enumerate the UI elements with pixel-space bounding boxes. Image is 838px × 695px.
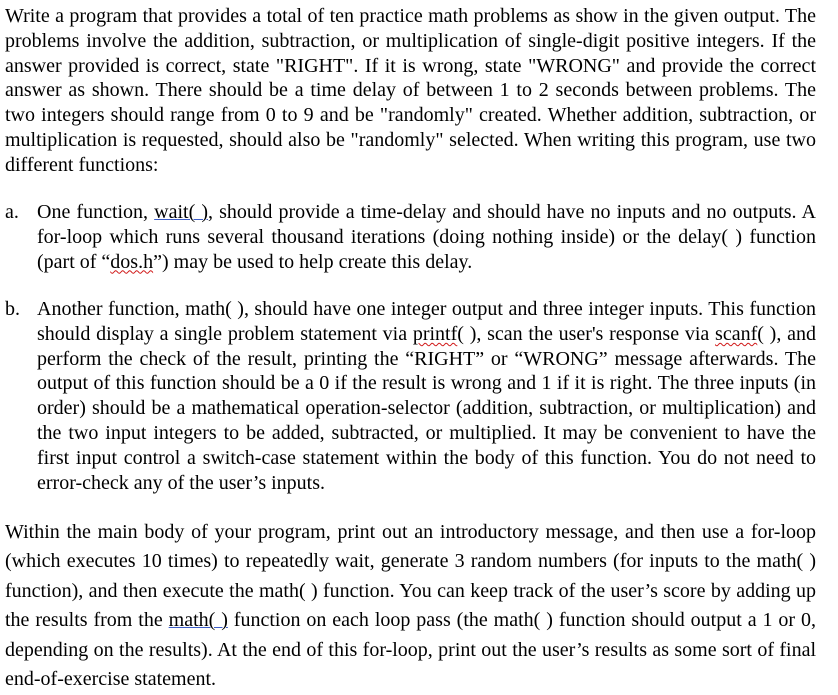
wait-function-link[interactable]: wait( ) bbox=[154, 201, 208, 223]
item-b-text-middle: ( ), scan the user's response via bbox=[457, 322, 716, 345]
closing-text-end: function on each loop pass (the math( ) function should output a 1 or 0, depending on the results). At the end of this for-loop, print out the user’s results as some sort of final end-of-exercise statement. bbox=[5, 609, 816, 691]
closing-text-start: Within the main body of your program, print out an introductory message, and then use a for-loop (which executes 10 times) to repeatedly wait, generate 3 random numbers (for inputs to the math( ) function), and then execute the math( ) function. You can keep track of the user’s score by adding up the results from the bbox=[5, 521, 816, 632]
spellcheck-flag-scanf: scanf bbox=[715, 322, 758, 345]
intro-paragraph: Write a program that provides a total of ten practice math problems as show in the given output. The problems involve the addition, subtraction, or multiplication of single-digit positive integers. If the answer provided is correct, state "RIGHT". If it is wrong, state "WRONG" and provide the correct answer as shown. There should be a time delay of between 1 to 2 seconds between problems. The two integers should range from 0 to 9 and be "randomly" created. Whether addition, subtraction, or multiplication is requested, should also be "randomly" selected. When writing this program, use two different functions: bbox=[5, 5, 816, 176]
list-marker-a: a. bbox=[5, 201, 19, 223]
closing-paragraph bbox=[5, 518, 816, 694]
spellcheck-flag-dos-h: dos.h bbox=[110, 250, 154, 273]
spellcheck-flag-printf: printf bbox=[412, 322, 458, 345]
item-a-text-middle: , should provide a time-delay and should have no inputs and no outputs. A for-loop which runs several thousand iterations (doing nothing inside) or the delay( ) function (part of “ bbox=[37, 201, 816, 273]
list-item-a-text bbox=[37, 200, 816, 274]
list-marker-b: b. bbox=[5, 298, 20, 320]
math-function-link[interactable]: math( ) bbox=[168, 609, 228, 632]
item-b-text-end: ( ), and perform the check of the result, printing the “RIGHT” or “WRONG” message afterwards. The output of this function should be a 0 if the result is wrong and 1 if it is right. The three inputs (in order) should be a mathematical operation-selector (addition, subtraction, or multiplication) and the two input integers to be added, subtracted, or multiplied. It may be convenient to have the first input control a switch-case statement within the body of this function. You do not need to error-check any of the user’s inputs. bbox=[37, 322, 816, 494]
item-a-text-start: One function, bbox=[37, 201, 155, 223]
item-b-text-start: Another function, math( ), should have one integer output and three integer inputs. This function should display a single problem statement via bbox=[37, 298, 816, 345]
item-a-text-end: ”) may be used to help create this delay. bbox=[153, 250, 473, 273]
list-item-b-text bbox=[37, 297, 816, 495]
